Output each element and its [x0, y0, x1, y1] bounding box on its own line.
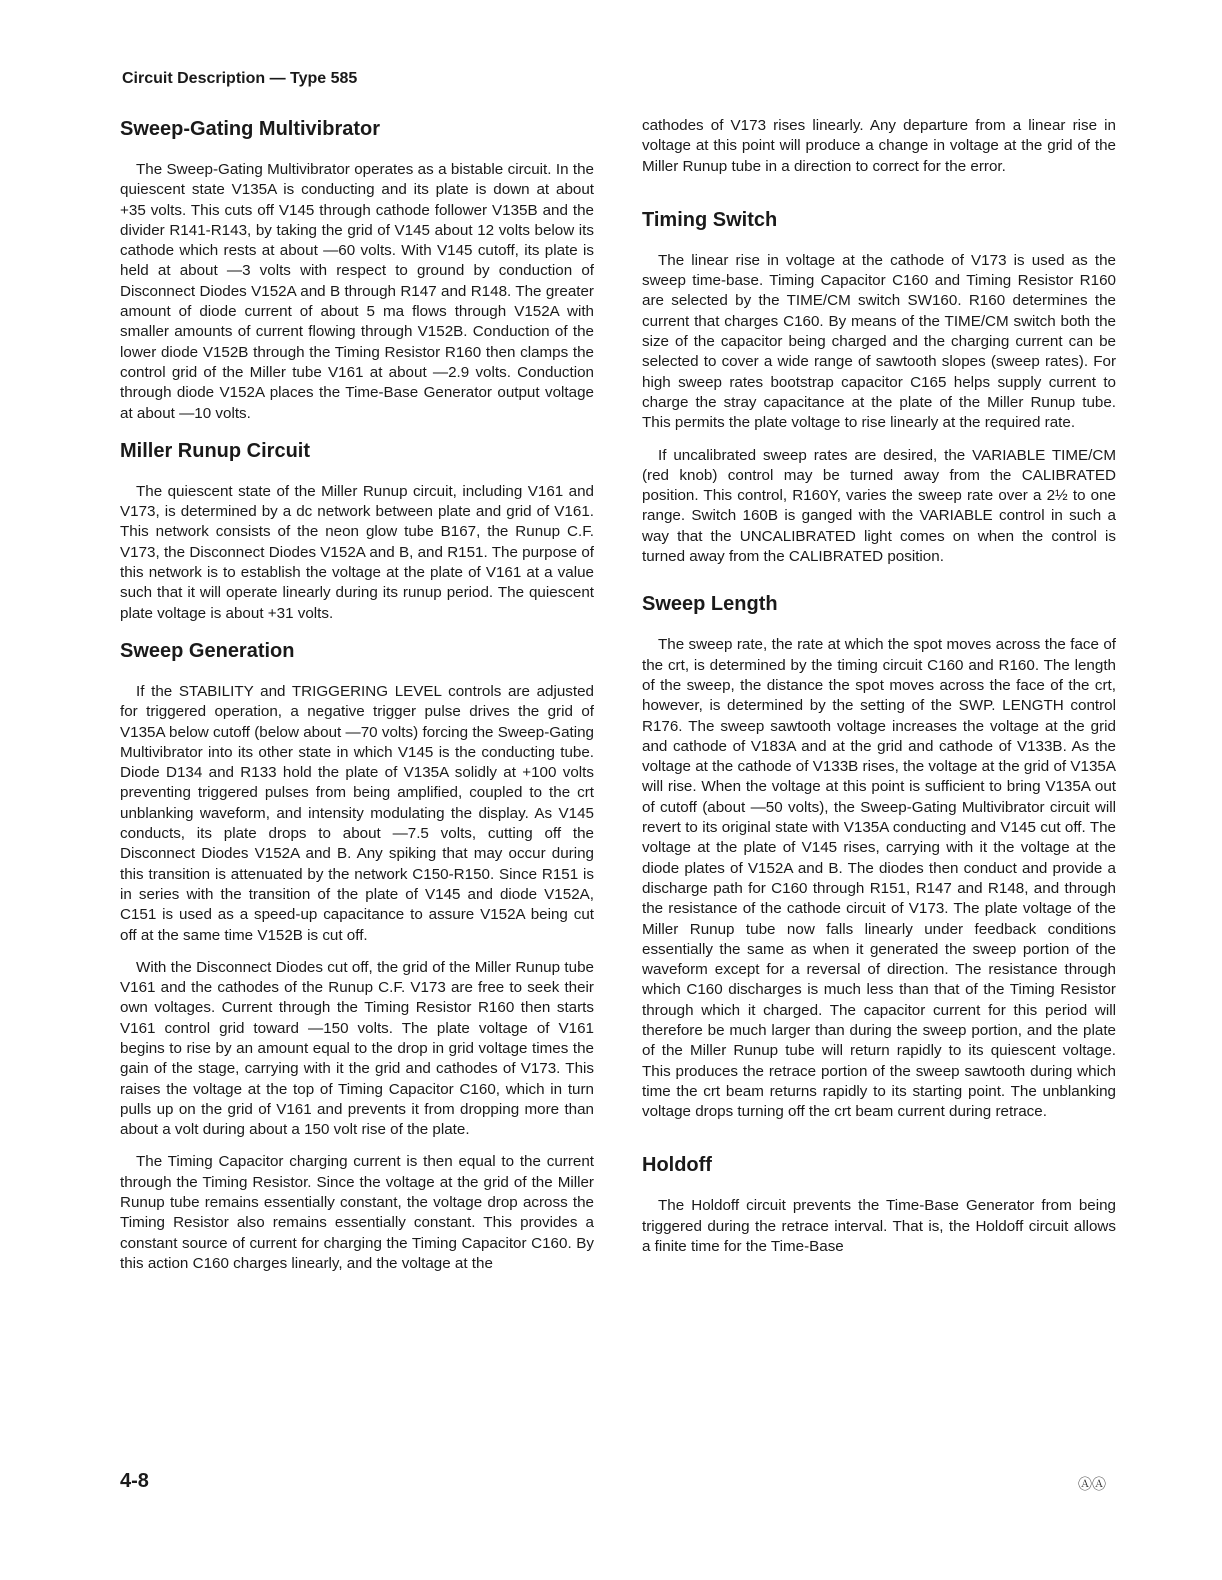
- paragraph: If uncalibrated sweep rates are desired, the VARIABLE TIME/CM (red knob) control may be turned away from the CALIBRATED position. This control, R160Y, varies the sweep rate over a 2½ to one range. Switch 160B is ganged with the VARIABLE control in such a way that the UNCALIBRATED light comes on when the control is turned away from the CALIBRATED position.: [642, 446, 1116, 566]
- paragraph: The quiescent state of the Miller Runup circuit, including V161 and V173, is determined by a dc network between plate and grid of V161. This network consists of the neon glow tube B167, the Runup C.F. V173, the Disconnect Diodes V152A and B, and R151. The purpose of this network is to establish the voltage at the plate of V161 at a value such that it will operate linearly during its runup period. The quiescent plate voltage is about +31 volts.: [120, 482, 594, 622]
- section-timing-switch: [642, 207, 1116, 567]
- section-miller-runup-circuit: [120, 438, 594, 624]
- running-head: Circuit Description — Type 585: [122, 70, 358, 87]
- paragraph: If the STABILITY and TRIGGERING LEVEL controls are adjusted for triggered operation, a negative trigger pulse drives the grid of V135A below cutoff (below about —70 volts) forcing the Sweep-Gating Multivibrator into its other state in which V145 is the conducting tube. Diode D134 and R133 hold the plate of V135A solidly at +100 volts preventing triggered pulses from being amplified, coupled to the crt unblanking waveform, and intensity modulating the display. As V145 conducts, its plate drops to about —7.5 volts, cutting off the Disconnect Diodes V152A and B. Any spiking that may occur during this transition is attenuated by the network C150-R150. Since R151 is in series with the transition of the plate of V145 and diode V152A, C151 is used as a speed-up capacitance to assure V152A being cut off at the same time V152B is cut off.: [120, 682, 594, 944]
- section-holdoff: [642, 1152, 1116, 1257]
- page-number: 4-8: [120, 1470, 149, 1492]
- continued-paragraph: cathodes of V173 rises linearly. Any departure from a linear rise in voltage at this point will produce a change in voltage at the grid of the Miller Runup tube in a direction to correct for the error.: [642, 117, 1116, 175]
- paragraph: With the Disconnect Diodes cut off, the grid of the Miller Runup tube V161 and the cathodes of the Runup C.F. V173 are free to seek their own voltages. Current through the Timing Resistor R160 then starts V161 control grid toward —150 volts. The plate voltage of V161 begins to rise by an amount equal to the drop in grid voltage times the gain of the stage, carrying with it the grid and cathodes of V173. This raises the voltage at the top of Timing Capacitor C160, which in turn pulls up on the grid of V161 and prevents it from dropping more than about a volt during about a 150 volt rise of the plate.: [120, 958, 594, 1139]
- paragraph: The Sweep-Gating Multivibrator operates as a bistable circuit. In the quiescent state V135A is conducting and its plate is down at about +35 volts. This cuts off V145 through cathode follower V135B and the divider R141-R143, by taking the grid of V145 about 12 volts below its cathode which rests at about —60 volts. With V145 cutoff, its plate is held at about —3 volts with respect to ground by conduction of Disconnect Diodes V152A and B through R147 and R148. The greater amount of diode current of about 5 ma flows through V152A with smaller amounts of current flowing through V152B. Conduction of the lower diode V152B through the Timing Resistor R160 then clamps the control grid of the Miller tube V161 at about —2.9 volts. Conduction through diode V152A places the Time-Base Generator output voltage at about —10 volts.: [120, 161, 594, 422]
- section-sweep-length: [642, 591, 1116, 1122]
- section-sweep-gating-multivibrator: [120, 116, 594, 424]
- section-heading: Holdoff: [642, 1154, 712, 1177]
- paragraph: The sweep rate, the rate at which the spot moves across the face of the crt, is determined by the timing circuit C160 and R160. The length of the sweep, the distance the spot moves across the face of the crt, however, is determined by the setting of the SWP. LENGTH control R176. The sweep sawtooth voltage increases the voltage at the grid and cathode of V183A and at the grid and cathode of V133B. As the voltage at the cathode of V133B rises, the voltage at the grid of V135A will rise. When the voltage at this point is sufficient to bring V135A out of cutoff (about —50 volts), the Sweep-Gating Multivibrator circuit will revert to its original state with V135A conducting and V145 cut off. The voltage at the plate of V145 rises, carrying with it the voltage at the diode plates of V152A and B. The diodes then conduct and provide a discharge path for C160 through R151, R147 and R148, and through the resistance of the cathode circuit of V173. The plate voltage of the Miller Runup tube now falls linearly under feedback conditions essentially the same as when it generated the sweep portion of the waveform except for a reversal of direction. The resistance through which C160 discharges is much less than that of the Timing Resistor through which it charged. The capacitor current for this period will therefore be much larger than during the sweep portion, and the plate of the Miller Runup tube will return rapidly to its quiescent voltage. This produces the retrace portion of the sweep sawtooth during which time the crt beam returns rapidly to its starting point. The unblanking voltage drops turning off the crt beam current during retrace.: [642, 636, 1116, 1121]
- section-heading: Miller Runup Circuit: [120, 439, 310, 462]
- paragraph: The Timing Capacitor charging current is then equal to the current through the Timing Resistor. Since the voltage at the grid of the Miller Runup tube remains essentially constant, the voltage drop across the Timing Resistor also remains essentially constant. This provides a constant source of current for charging the Timing Capacitor C160. By this action C160 charges linearly, and the voltage at the: [120, 1153, 594, 1272]
- edition-mark: ⒶⒶ: [1078, 1476, 1106, 1492]
- left-column: [120, 116, 594, 1288]
- section-heading: Sweep Length: [642, 593, 778, 616]
- paragraph: The Holdoff circuit prevents the Time-Base Generator from being triggered during the retrace interval. That is, the Holdoff circuit allows a finite time for the Time-Base: [642, 1197, 1116, 1256]
- right-column: [642, 116, 1116, 1271]
- section-heading: Timing Switch: [642, 208, 778, 231]
- section-heading: Sweep-Gating Multivibrator: [120, 118, 381, 140]
- section-heading: Sweep Generation: [120, 639, 295, 662]
- paragraph: The linear rise in voltage at the cathode of V173 is used as the sweep time-base. Timing Capacitor C160 and Timing Resistor R160 are selected by the TIME/CM switch SW160. R160 determines the current that charges C160. By means of the TIME/CM switch both the size of the capacitor being charged and the charging current can be selected to cover a wide range of sawtooth slopes (sweep rates). For high sweep rates bootstrap capacitor C165 helps supply current to charge the stray capacitance at the plate of the Miller Runup tube. This permits the plate voltage to rise linearly at the required rate.: [642, 251, 1116, 432]
- section-sweep-generation: [120, 638, 594, 1274]
